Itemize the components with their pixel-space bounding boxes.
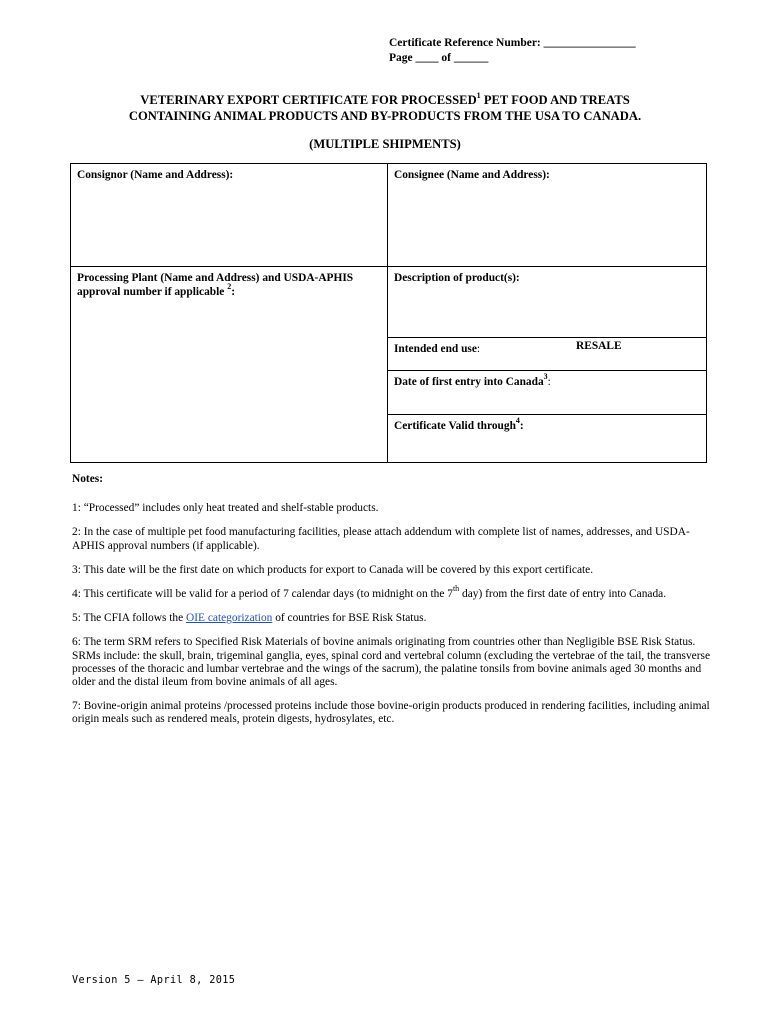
consignor-field[interactable] — [70, 163, 388, 267]
version-footer: Version 5 – April 8, 2015 — [72, 975, 236, 986]
notes-section — [72, 473, 712, 738]
intended-end-use-label: Intended end use — [394, 343, 477, 355]
note-4: 4: This certificate will be valid for a period of 7 calendar days (to midnight on the 7th day) from the first date of entry into Canada. — [72, 584, 667, 601]
note-5: 5: The CFIA follows the OIE categorization of countries for BSE Risk Status. — [72, 612, 427, 625]
document-subtitle: (MULTIPLE SHIPMENTS) — [309, 137, 461, 151]
product-description-label: Description of product(s): — [394, 272, 520, 284]
processing-plant-field[interactable] — [70, 266, 388, 463]
note-7: 7: Bovine-origin animal proteins /processed proteins include those bovine-origin products produced in rendering facilities, including animal origin meals such as rendered meals, protein digests, hydrosylates, etc. — [72, 700, 710, 726]
note-6: 6: The term SRM refers to Specified Risk Materials of bovine animals originating from countries other than Negligible BSE Risk Status. SRMs include: the skull, brain, trigeminal ganglia, eyes, spinal cord and vertebral column (excluding the vertebrae of the tail, the transverse processes of the thoracic and lumbar vertebrae and the wings of the sacrum), the palatine tonsils from bovine animals aged 30 months and older and the distal ileum from bovine animals of all ages. — [72, 636, 710, 689]
consignee-field[interactable] — [387, 163, 707, 267]
processing-plant-label: Processing Plant (Name and Address) and USDA-APHIS approval number if applicable $^2$: — [77, 272, 354, 298]
title-line-2: CONTAINING ANIMAL PRODUCTS AND BY-PRODUCTS FROM THE USA TO CANADA. — [128, 108, 642, 123]
oie-categorization-link[interactable]: OIE categorization — [186, 612, 273, 625]
intended-end-use-field: Intended end use: RESALE — [387, 337, 707, 371]
note-2: 2: In the case of multiple pet food manufacturing facilities, please attach addendum with complete list of names, addresses, and USDA-APHIS approval numbers (if applicable). — [72, 526, 690, 552]
consignor-label: Consignor (Name and Address): — [77, 169, 234, 181]
notes-heading: Notes: — [72, 473, 103, 485]
first-entry-date-field[interactable]: Date of first entry into Canada$^3$: — [387, 370, 707, 415]
document-title — [40, 90, 730, 124]
intended-end-use-value: RESALE — [576, 340, 622, 352]
first-entry-date-label: Date of first entry into Canada$^3$ — [394, 372, 548, 388]
reference-block — [389, 36, 636, 65]
product-description-field[interactable] — [387, 266, 707, 338]
certificate-valid-through-field[interactable] — [387, 414, 707, 463]
page-number-field: Page ____ of ______ — [389, 51, 489, 64]
certificate-reference-number: Certificate Reference Number: ________________ — [389, 37, 636, 49]
note-1: 1: “Processed” includes only heat treated and shelf-stable products. — [72, 502, 379, 515]
consignee-label: Consignee (Name and Address): — [394, 169, 550, 181]
note-3: 3: This date will be the first date on which products for export to Canada will be covered by this export certificate. — [72, 563, 594, 576]
certificate-valid-through-label: Certificate Valid through$^4$: — [394, 416, 524, 432]
title-line-1: VETERINARY EXPORT CERTIFICATE FOR PROCESSED$^1$ PET FOOD AND TREATS — [140, 90, 630, 107]
